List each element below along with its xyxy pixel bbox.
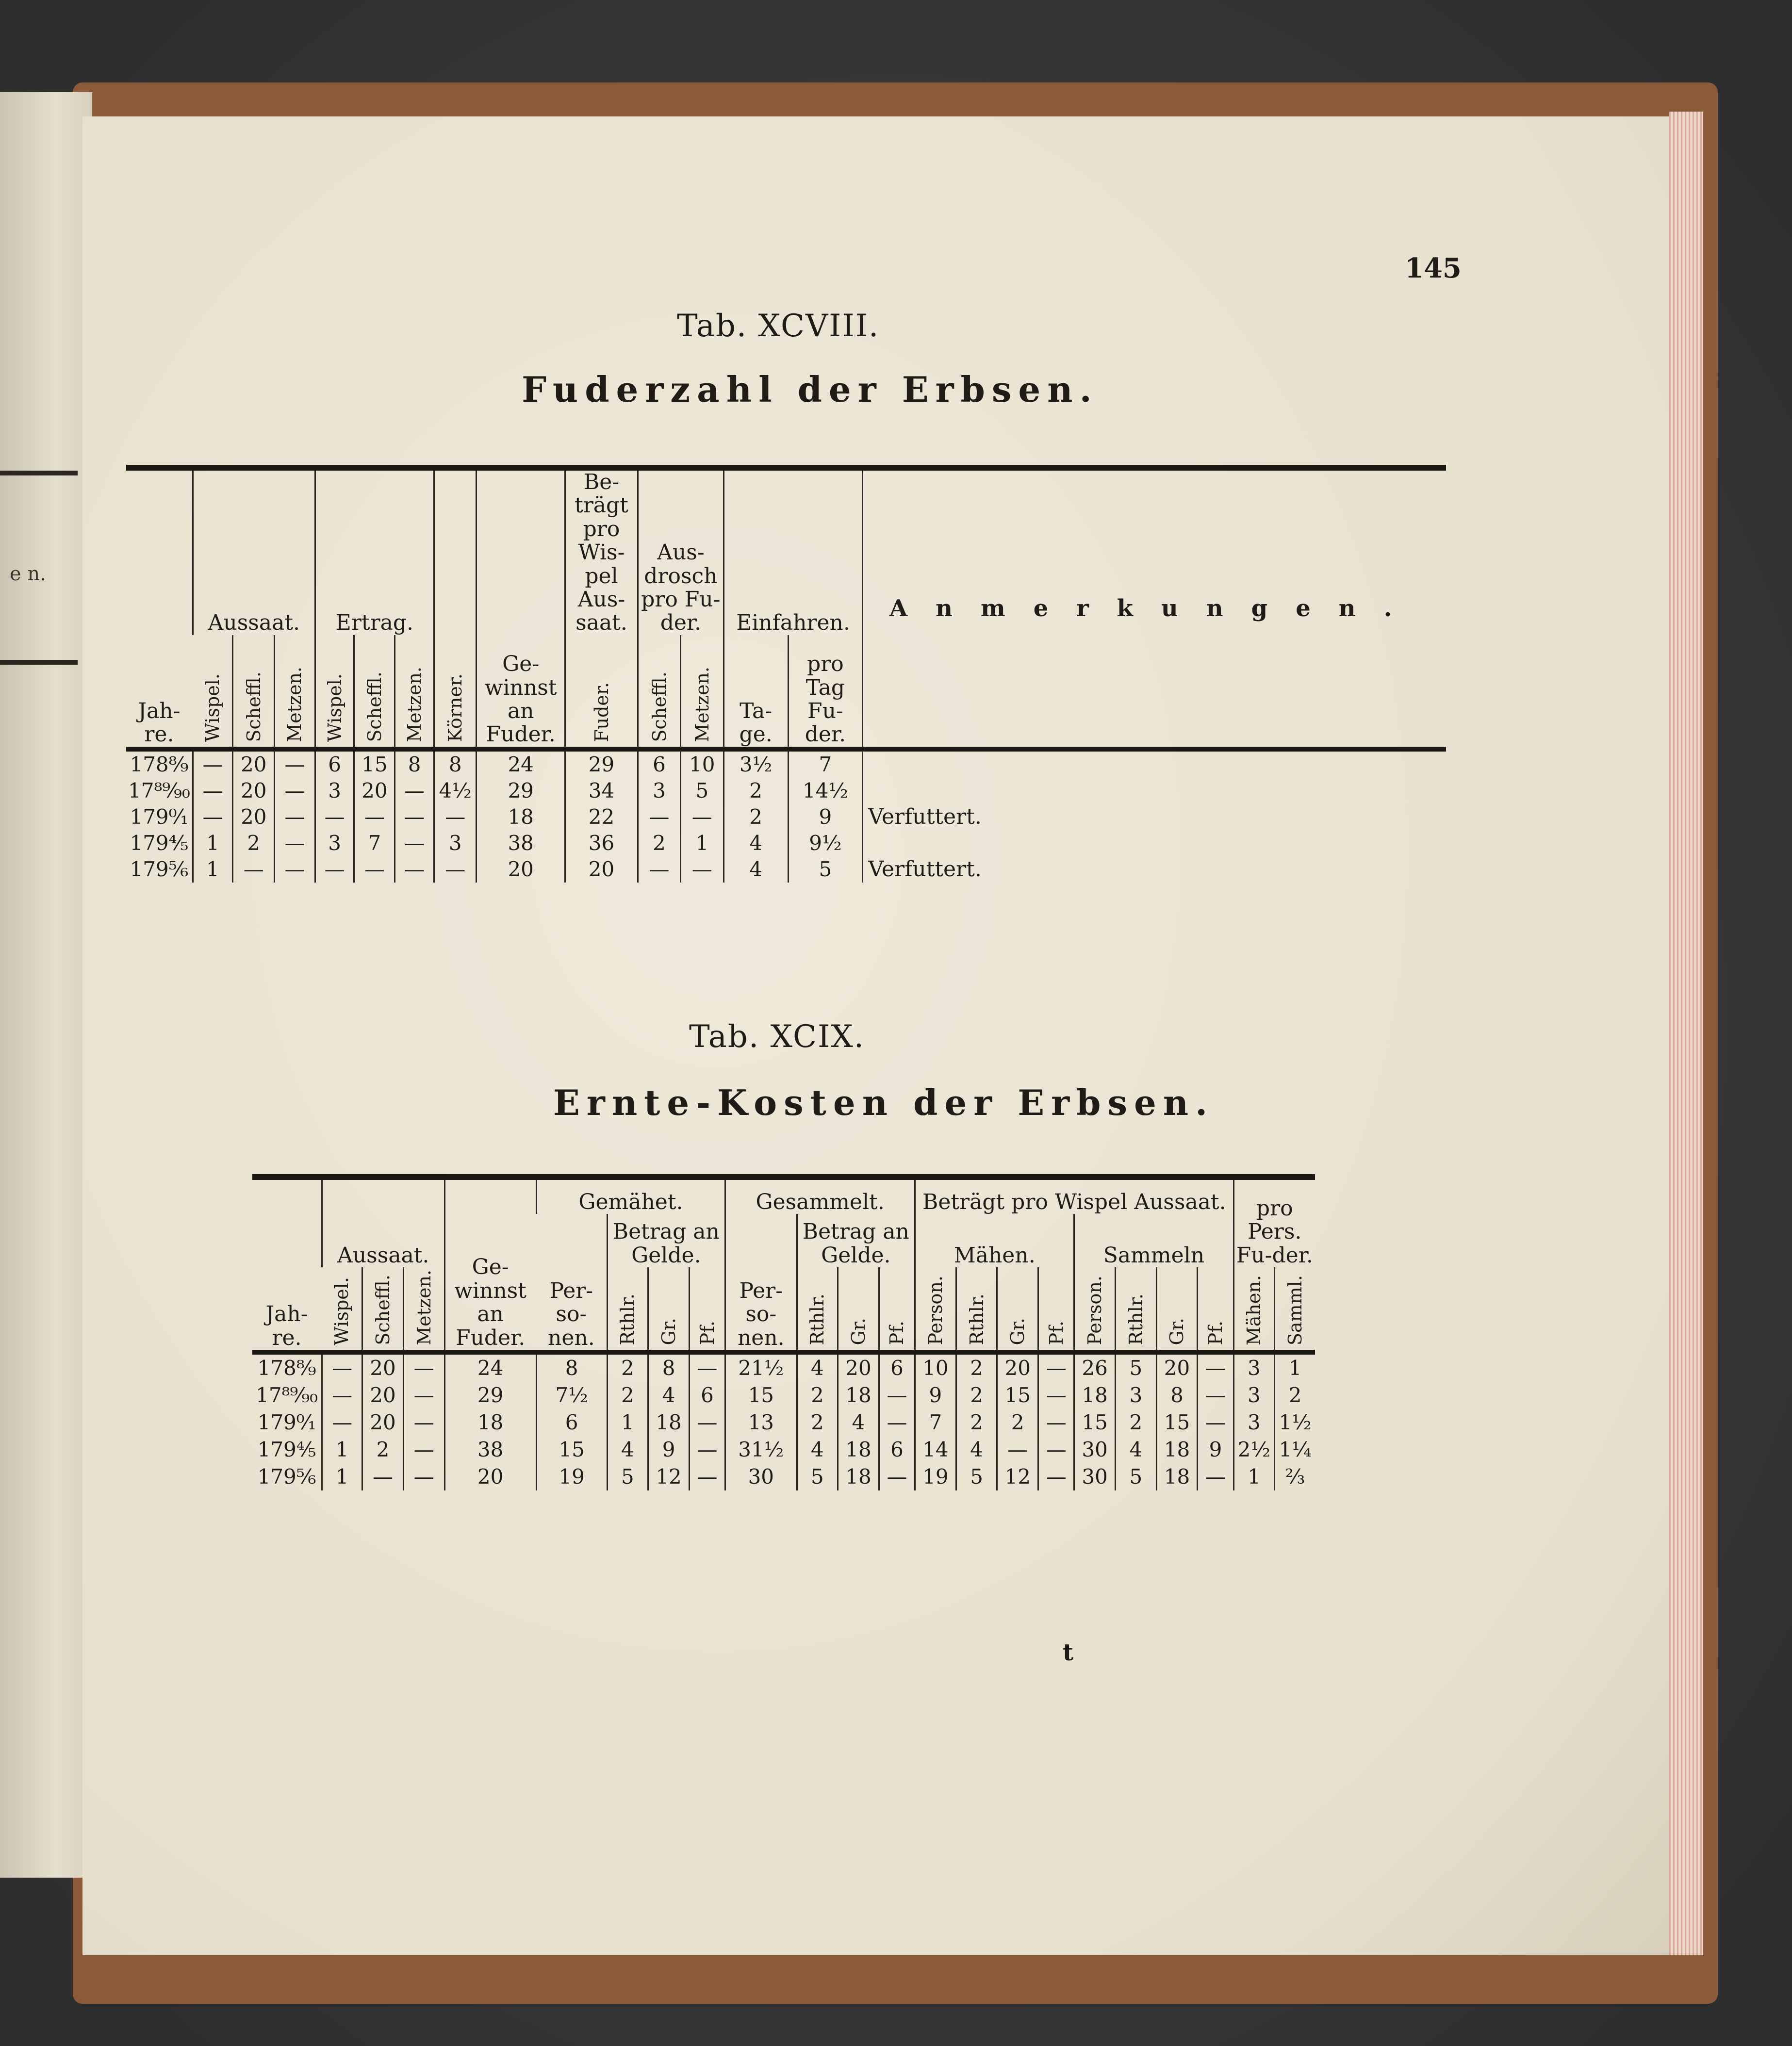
t1-cell-e-s: 15 — [354, 749, 395, 778]
t2-cell-sm-g: 20 — [1156, 1352, 1198, 1382]
table2 — [252, 1174, 1315, 1490]
t2-cell-gm-p: 19 — [536, 1463, 607, 1490]
t1-cell-pro-tag: 5 — [788, 856, 863, 883]
t1-cell-tage: 2 — [723, 778, 788, 804]
t2-cell-mh-g: 12 — [997, 1463, 1038, 1490]
t2-cell-gm-p: 7½ — [536, 1382, 607, 1409]
t2-cell-sm-r: 4 — [1115, 1436, 1156, 1463]
t2-cell-gm-pf: 6 — [689, 1382, 725, 1409]
t1-cell-tage: 4 — [723, 856, 788, 883]
t1-cell-ad-s: 3 — [638, 778, 681, 804]
t2-cell-mh-r: 4 — [956, 1436, 997, 1463]
t2-cell-s: 20 — [362, 1409, 404, 1436]
t1-cell-a-s: 20 — [233, 749, 275, 778]
t2-cell-sm-p: 18 — [1074, 1382, 1116, 1409]
t1-h-a-scheffl: Scheffl. — [243, 671, 264, 742]
t2-cell-gm-g: 9 — [648, 1436, 690, 1463]
t2-cell-gs-r: 4 — [797, 1352, 838, 1382]
t2-cell-gs-p: 30 — [725, 1463, 797, 1490]
t2-cell-pp-m: 3 — [1233, 1409, 1275, 1436]
t2-h-gs-betrag: Betrag an Gelde. — [797, 1214, 915, 1267]
t1-cell-e-w: — — [315, 856, 354, 883]
t1-cell-ad-m: 5 — [680, 778, 723, 804]
left-rule — [0, 660, 78, 665]
t2-cell-pp-s: 1½ — [1275, 1409, 1315, 1436]
t1-cell-a-s: — — [233, 856, 275, 883]
t2-cell-mh-g: 20 — [997, 1352, 1038, 1382]
t2-cell-sm-pf: — — [1198, 1352, 1233, 1382]
t2-cell-sm-pf: — — [1198, 1463, 1233, 1490]
t1-cell-a-w: 1 — [193, 830, 232, 856]
t1-cell-year: 179⁴⁄₅ — [130, 831, 189, 855]
table-row — [252, 1352, 1315, 1382]
t1-cell-note — [863, 830, 1446, 856]
t1-cell-a-w: 1 — [193, 856, 232, 883]
t2-cell-year: 178⁸⁄₉ — [257, 1356, 316, 1380]
t2-cell-pp-m: 1 — [1233, 1463, 1275, 1490]
t2-cell-gs-r: 4 — [797, 1436, 838, 1463]
t2-cell-mh-p: 9 — [915, 1382, 956, 1409]
t2-cell-pp-s: 1 — [1275, 1352, 1315, 1382]
table-row — [252, 1382, 1315, 1409]
t2-cell-m: — — [403, 1463, 444, 1490]
t2-cell-mh-r: 2 — [956, 1382, 997, 1409]
t1-cell-betr: 36 — [565, 830, 638, 856]
t1-cell-ad-s: — — [638, 856, 681, 883]
t2-cell-w: 1 — [322, 1436, 362, 1463]
t2-h-jahre: Jah-re. — [265, 1302, 308, 1350]
t2-cell-gm-g: 4 — [648, 1382, 690, 1409]
table-row — [126, 804, 1446, 830]
t2-cell-gs-g: 18 — [838, 1436, 879, 1463]
t1-h-a-wispel: Wispel. — [201, 673, 223, 742]
table-row — [126, 830, 1446, 856]
t2-cell-gs-g: 18 — [838, 1382, 879, 1409]
t2-cell-gm-pf: — — [689, 1409, 725, 1436]
t2-h-pro-pers: pro Pers. Fu-der. — [1233, 1177, 1315, 1267]
t1-cell-year: 17⁸⁹⁄₉₀ — [128, 778, 190, 802]
t2-cell-w: — — [322, 1382, 362, 1409]
t1-cell-e-w: — — [315, 804, 354, 830]
t2-cell-mh-r: 5 — [956, 1463, 997, 1490]
t1-cell-a-m: — — [275, 804, 315, 830]
t1-h-e-wispel: Wispel. — [324, 673, 345, 742]
t2-cell-w: — — [322, 1409, 362, 1436]
t2-cell-gs-g: 18 — [838, 1463, 879, 1490]
t2-cell-mh-g: — — [997, 1436, 1038, 1463]
t1-cell-a-w: — — [193, 778, 232, 804]
t1-cell-pro-tag: 9 — [788, 804, 863, 830]
t2-h-gm-rthlr: Rthlr. — [617, 1293, 639, 1345]
t2-h-mh-pf: Pf. — [1045, 1321, 1067, 1345]
t1-cell-gew: 29 — [477, 778, 565, 804]
t2-cell-pp-m: 2½ — [1233, 1436, 1275, 1463]
t2-cell-mh-pf: — — [1038, 1352, 1074, 1382]
t1-cell-betr: 34 — [565, 778, 638, 804]
t1-cell-a-s: 20 — [233, 804, 275, 830]
t2-cell-gm-r: 1 — [607, 1409, 648, 1436]
t1-h-koerner: Körner. — [444, 673, 466, 742]
table1-caption: Tab. XCVIII. — [677, 308, 880, 344]
t2-h-mh-rthlr: Rthlr. — [966, 1293, 987, 1345]
t2-cell-year: 179⁵⁄₆ — [257, 1464, 316, 1489]
t1-cell-betr: 22 — [565, 804, 638, 830]
t2-cell-mh-p: 14 — [915, 1436, 956, 1463]
t2-cell-sm-pf: — — [1198, 1409, 1233, 1436]
t2-h-mh-person: Person. — [924, 1276, 946, 1345]
t2-cell-gs-pf: — — [879, 1409, 915, 1436]
t2-cell-gs-r: 2 — [797, 1382, 838, 1409]
t2-cell-mh-r: 2 — [956, 1409, 997, 1436]
t1-cell-year: 179⁵⁄₆ — [130, 857, 189, 881]
t2-cell-mh-pf: — — [1038, 1382, 1074, 1409]
t2-h-pp-maehen: Mähen. — [1243, 1275, 1265, 1345]
t2-cell-gm-r: 2 — [607, 1352, 648, 1382]
t2-h-sm-gr: Gr. — [1166, 1318, 1188, 1345]
t1-cell-e-m: 8 — [395, 749, 434, 778]
t1-cell-tage: 2 — [723, 804, 788, 830]
t1-cell-e-s: — — [354, 804, 395, 830]
t2-cell-gm-pf: — — [689, 1463, 725, 1490]
t2-cell-gs-p: 13 — [725, 1409, 797, 1436]
t2-cell-pp-s: ⅔ — [1275, 1463, 1315, 1490]
t2-cell-gs-pf: — — [879, 1382, 915, 1409]
t2-cell-gew: 20 — [444, 1463, 536, 1490]
t2-cell-year: 17⁸⁹⁄₉₀ — [256, 1383, 318, 1407]
left-rule — [0, 471, 78, 475]
t2-h-sm-person: Person. — [1084, 1276, 1106, 1345]
t2-cell-gm-p: 15 — [536, 1436, 607, 1463]
t2-cell-gm-p: 6 — [536, 1409, 607, 1436]
t1-h-betraegt: Be-trägt pro Wis-pel Aus-saat. — [565, 468, 638, 635]
t2-cell-sm-r: 5 — [1115, 1352, 1156, 1382]
left-page-fragment: e n. — [10, 563, 46, 585]
t2-cell-sm-p: 15 — [1074, 1409, 1116, 1436]
t2-h-mh-gr: Gr. — [1007, 1318, 1029, 1345]
t1-h-e-metzen: Metzen. — [404, 666, 426, 742]
t2-h-gs-rthlr: Rthlr. — [806, 1293, 828, 1345]
t2-cell-gew: 29 — [444, 1382, 536, 1409]
table2-caption: Tab. XCIX. — [689, 1019, 865, 1055]
t1-cell-e-m: — — [395, 778, 434, 804]
t1-h-einfahren: Einfahren. — [723, 468, 863, 635]
t2-cell-w: 1 — [322, 1463, 362, 1490]
t2-cell-gs-pf: 6 — [879, 1352, 915, 1382]
t2-h-aussaat: Aussaat. — [322, 1177, 444, 1267]
t1-cell-ad-s: 2 — [638, 830, 681, 856]
t2-cell-gs-p: 31½ — [725, 1436, 797, 1463]
t1-cell-e-m: — — [395, 856, 434, 883]
t1-cell-a-w: — — [193, 749, 232, 778]
t2-cell-s: 20 — [362, 1352, 404, 1382]
t2-cell-sm-pf: 9 — [1198, 1436, 1233, 1463]
t2-cell-sm-r: 5 — [1115, 1463, 1156, 1490]
t1-h-ad-metzen: Metzen. — [691, 666, 713, 742]
t2-cell-gew: 18 — [444, 1409, 536, 1436]
t2-cell-year: 179⁴⁄₅ — [257, 1437, 316, 1461]
t1-cell-e-k: 8 — [434, 749, 477, 778]
t2-h-sm-rthlr: Rthlr. — [1125, 1293, 1147, 1345]
t1-cell-e-k: — — [434, 856, 477, 883]
table-row — [252, 1409, 1315, 1436]
t1-h-gewinnst: Ge-winnst an Fuder. — [477, 468, 565, 749]
t1-h-a-metzen: Metzen. — [284, 666, 306, 742]
t2-cell-gm-g: 12 — [648, 1463, 690, 1490]
t2-cell-gs-p: 21½ — [725, 1352, 797, 1382]
t1-cell-ad-m: 10 — [680, 749, 723, 778]
t2-cell-gm-r: 4 — [607, 1436, 648, 1463]
table2-title: Ernte-Kosten der Erbsen. — [553, 1082, 1215, 1123]
t2-cell-mh-g: 15 — [997, 1382, 1038, 1409]
t2-cell-s: 20 — [362, 1382, 404, 1409]
t1-cell-a-s: 2 — [233, 830, 275, 856]
t1-cell-ad-m: 1 — [680, 830, 723, 856]
t2-cell-gs-pf: — — [879, 1463, 915, 1490]
t1-h-e-scheffl: Scheffl. — [363, 671, 385, 742]
t2-cell-gm-r: 5 — [607, 1463, 648, 1490]
t2-cell-m: — — [403, 1409, 444, 1436]
t2-h-sammeln: Sammeln — [1074, 1214, 1233, 1267]
t2-h-gs-personen: Per-so-nen. — [725, 1214, 797, 1352]
t1-cell-ad-s: 6 — [638, 749, 681, 778]
t2-cell-mh-pf: — — [1038, 1409, 1074, 1436]
t2-cell-w: — — [322, 1352, 362, 1382]
t2-cell-gs-r: 5 — [797, 1463, 838, 1490]
t2-h-metzen: Metzen. — [413, 1270, 435, 1345]
t2-cell-sm-g: 18 — [1156, 1463, 1198, 1490]
t2-h-gs-pf: Pf. — [886, 1321, 908, 1345]
table-row — [252, 1463, 1315, 1490]
t2-cell-gs-p: 15 — [725, 1382, 797, 1409]
t2-h-gm-personen: Per-so-nen. — [548, 1278, 595, 1350]
table-row — [126, 778, 1446, 804]
t2-h-gm-gr: Gr. — [658, 1318, 680, 1345]
t2-cell-gm-r: 2 — [607, 1382, 648, 1409]
t1-cell-gew: 18 — [477, 804, 565, 830]
t1-cell-e-m: — — [395, 830, 434, 856]
t2-cell-gm-g: 8 — [648, 1352, 690, 1382]
t1-h-fuder: Fuder. — [591, 682, 612, 742]
t2-h-gemaehet: Gemähet. — [536, 1177, 725, 1214]
t1-cell-e-s: 7 — [354, 830, 395, 856]
t2-cell-sm-g: 8 — [1156, 1382, 1198, 1409]
t2-cell-mh-p: 10 — [915, 1352, 956, 1382]
t1-cell-e-w: 3 — [315, 830, 354, 856]
t1-cell-betr: 20 — [565, 856, 638, 883]
t1-cell-e-k: — — [434, 804, 477, 830]
t1-cell-gew: 38 — [477, 830, 565, 856]
t1-cell-note — [863, 749, 1446, 778]
t1-h-anmerkungen: Anmerkungen. — [863, 468, 1446, 749]
t1-h-jahre: Jah-re. — [138, 698, 181, 747]
t1-cell-pro-tag: 9½ — [788, 830, 863, 856]
t1-cell-note: Verfuttert. — [863, 856, 1446, 883]
t1-h-ad-scheffl: Scheffl. — [648, 671, 670, 742]
t2-cell-pp-m: 3 — [1233, 1382, 1275, 1409]
t2-cell-gew: 24 — [444, 1352, 536, 1382]
t1-cell-e-k: 4½ — [434, 778, 477, 804]
t2-cell-sm-p: 26 — [1074, 1352, 1116, 1382]
t2-cell-gm-p: 8 — [536, 1352, 607, 1382]
t1-cell-e-w: 3 — [315, 778, 354, 804]
t2-cell-m: — — [403, 1352, 444, 1382]
t2-cell-s: — — [362, 1463, 404, 1490]
t1-cell-year: 179⁰⁄₁ — [130, 804, 189, 829]
t1-h-pro-tag: pro Tag Fu-der. — [788, 635, 863, 749]
t1-cell-e-s: 20 — [354, 778, 395, 804]
t2-h-betraegt-pro: Beträgt pro Wispel Aussaat. — [915, 1177, 1233, 1214]
t2-cell-sm-g: 15 — [1156, 1409, 1198, 1436]
t2-cell-gew: 38 — [444, 1436, 536, 1463]
t1-cell-a-s: 20 — [233, 778, 275, 804]
t2-h-gs-gr: Gr. — [848, 1318, 870, 1345]
t2-cell-mh-r: 2 — [956, 1352, 997, 1382]
table1 — [126, 465, 1446, 883]
t2-h-gm-betrag: Betrag an Gelde. — [607, 1214, 725, 1267]
t2-cell-sm-r: 2 — [1115, 1409, 1156, 1436]
t1-cell-tage: 4 — [723, 830, 788, 856]
left-page — [0, 92, 92, 1878]
t1-cell-a-w: — — [193, 804, 232, 830]
signature-mark: t — [1063, 1639, 1074, 1666]
t2-h-sm-pf: Pf. — [1204, 1321, 1226, 1345]
t2-cell-gs-r: 2 — [797, 1409, 838, 1436]
t1-cell-a-m: — — [275, 856, 315, 883]
table-row — [126, 749, 1446, 778]
t2-h-gewinnst: Ge-winnst an Fuder. — [444, 1177, 536, 1352]
t2-cell-gs-g: 20 — [838, 1352, 879, 1382]
t2-cell-mh-p: 19 — [915, 1463, 956, 1490]
t1-cell-pro-tag: 14½ — [788, 778, 863, 804]
t1-cell-a-m: — — [275, 778, 315, 804]
t2-cell-pp-s: 1¼ — [1275, 1436, 1315, 1463]
t2-cell-m: — — [403, 1382, 444, 1409]
t1-cell-gew: 20 — [477, 856, 565, 883]
t2-cell-pp-s: 2 — [1275, 1382, 1315, 1409]
t1-cell-note: Verfuttert. — [863, 804, 1446, 830]
t2-h-scheffl: Scheffl. — [372, 1275, 394, 1345]
t1-cell-note — [863, 778, 1446, 804]
t2-h-pp-samml: Samml. — [1284, 1275, 1306, 1345]
t2-cell-gm-pf: — — [689, 1436, 725, 1463]
t2-cell-year: 179⁰⁄₁ — [257, 1410, 316, 1434]
t2-cell-gs-g: 4 — [838, 1409, 879, 1436]
t2-cell-sm-p: 30 — [1074, 1463, 1116, 1490]
t2-cell-sm-p: 30 — [1074, 1436, 1116, 1463]
t1-cell-a-m: — — [275, 749, 315, 778]
t1-cell-e-k: 3 — [434, 830, 477, 856]
t1-cell-tage: 3½ — [723, 749, 788, 778]
page-number: 145 — [1405, 252, 1462, 284]
t1-cell-year: 178⁸⁄₉ — [130, 752, 189, 776]
t1-cell-gew: 24 — [477, 749, 565, 778]
t1-cell-ad-s: — — [638, 804, 681, 830]
t2-cell-pp-m: 3 — [1233, 1352, 1275, 1382]
t1-cell-e-s: — — [354, 856, 395, 883]
t2-cell-gm-g: 18 — [648, 1409, 690, 1436]
t2-cell-s: 2 — [362, 1436, 404, 1463]
page-edge — [1669, 112, 1703, 1955]
t2-cell-mh-p: 7 — [915, 1409, 956, 1436]
t1-cell-ad-m: — — [680, 804, 723, 830]
t2-h-wispel: Wispel. — [331, 1277, 353, 1345]
t1-cell-a-m: — — [275, 830, 315, 856]
t2-cell-mh-pf: — — [1038, 1436, 1074, 1463]
t2-cell-gs-pf: 6 — [879, 1436, 915, 1463]
table1-title: Fuderzahl der Erbsen. — [522, 369, 1099, 410]
table-row — [126, 856, 1446, 883]
t2-cell-sm-g: 18 — [1156, 1436, 1198, 1463]
table-row — [252, 1436, 1315, 1463]
t2-h-gm-pf: Pf. — [696, 1321, 718, 1345]
t1-cell-ad-m: — — [680, 856, 723, 883]
t1-cell-e-m: — — [395, 804, 434, 830]
t1-h-tage: Ta-ge. — [723, 635, 788, 749]
t1-cell-betr: 29 — [565, 749, 638, 778]
t2-cell-sm-r: 3 — [1115, 1382, 1156, 1409]
t1-h-ausdrosch: Aus-drosch pro Fu-der. — [638, 468, 724, 635]
t2-cell-mh-pf: — — [1038, 1463, 1074, 1490]
t1-cell-pro-tag: 7 — [788, 749, 863, 778]
t2-cell-m: — — [403, 1436, 444, 1463]
t2-h-gesammelt: Gesammelt. — [725, 1177, 915, 1214]
t1-h-ertrag: Ertrag. — [315, 468, 434, 635]
t2-cell-mh-g: 2 — [997, 1409, 1038, 1436]
t2-h-maehen: Mähen. — [915, 1214, 1074, 1267]
t2-cell-gm-pf: — — [689, 1352, 725, 1382]
t2-cell-sm-pf: — — [1198, 1382, 1233, 1409]
t1-h-aussaat: Aussaat. — [193, 468, 315, 635]
t1-cell-e-w: 6 — [315, 749, 354, 778]
